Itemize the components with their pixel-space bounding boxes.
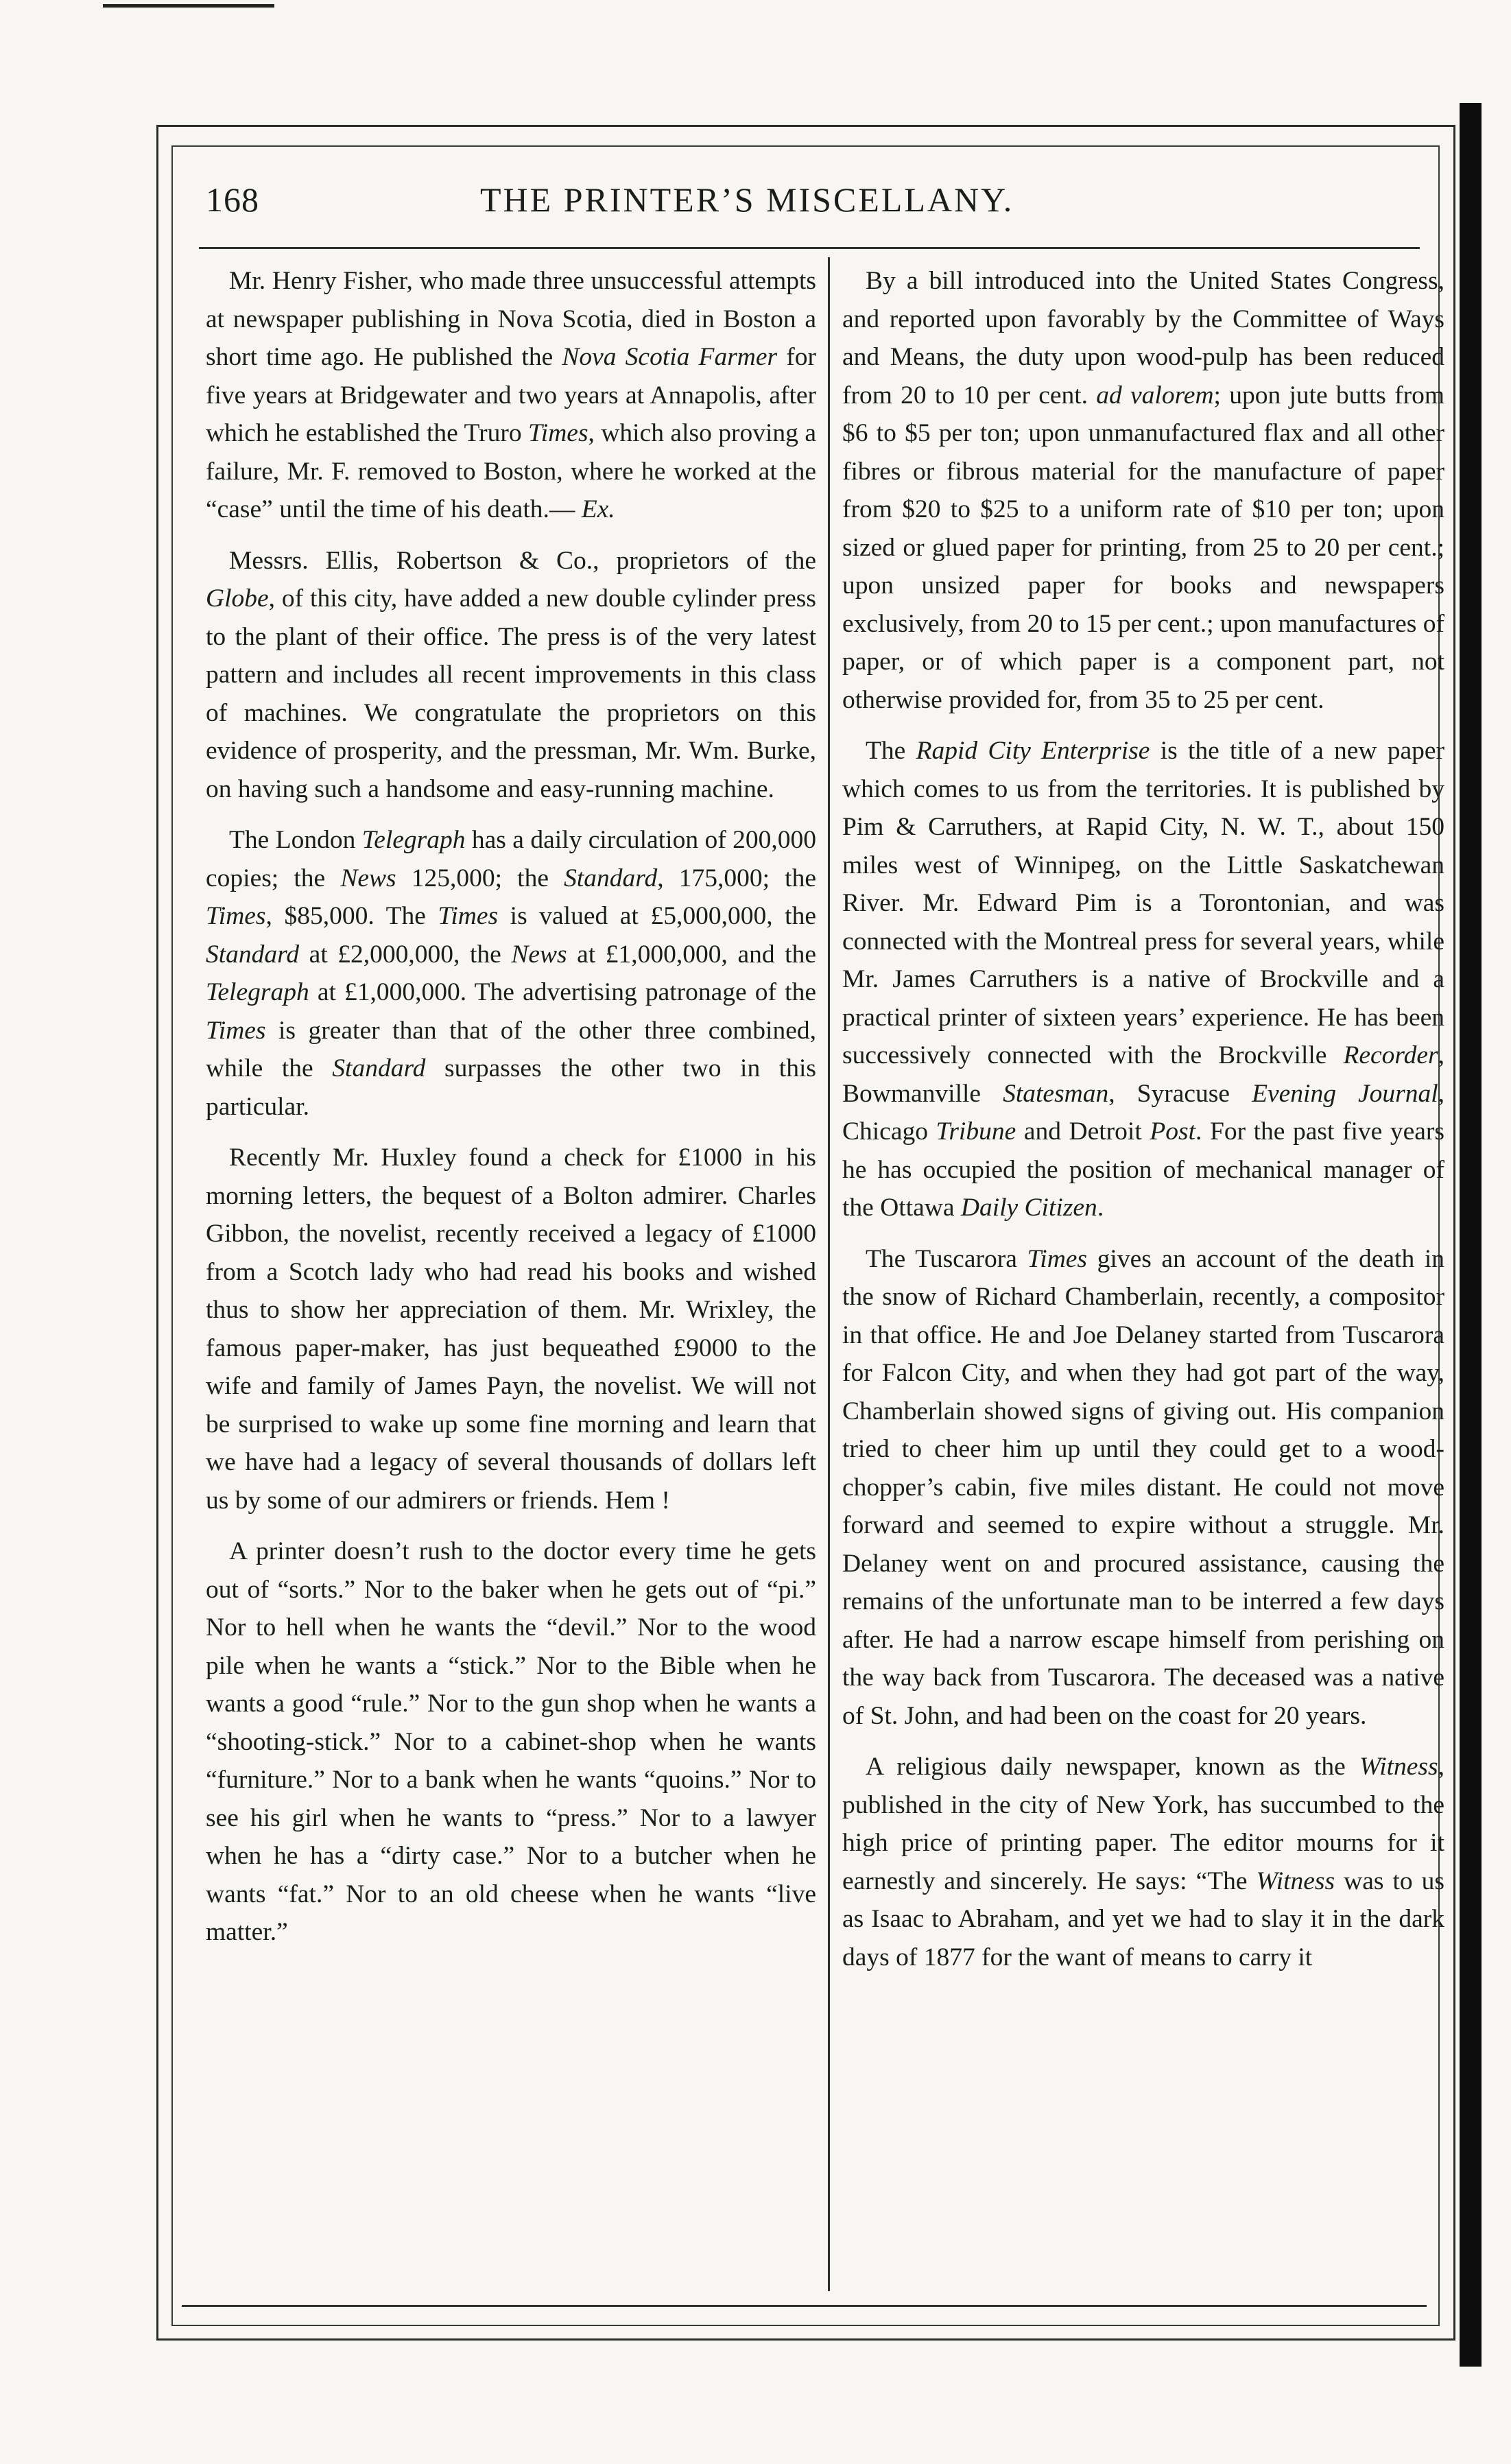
italic-title: Standard: [564, 864, 658, 892]
text-run: Messrs. Ellis, Robertson & Co., proprietors of the: [229, 546, 816, 575]
text-run: A religious daily newspaper, known as the: [866, 1753, 1360, 1781]
binding-edge-shadow: [1460, 103, 1482, 2367]
text-run: A printer doesn’t rush to the doctor every time he gets out of “sorts.” Nor to the baker when he gets out of “pi.” Nor to hell when he wants the “devil.” Nor to the wood pile when he wants a “stick.” Nor to the Bible when he wants a good “rule.” Nor to the gun shop when he wants a “shooting-stick.” Nor to a cabinet-shop when he wants “furniture.” Nor to a bank when he wants “quoins.” Nor to see his girl when he wants to “press.” Nor to a lawyer when he has a “dirty case.” Nor to a butcher when he wants “fat.” Nor to an old cheese when he wants “live matter.”: [206, 1537, 816, 1946]
italic-title: Telegraph: [361, 826, 466, 854]
top-edge-mark: [103, 4, 274, 8]
text-run: Mr. Henry Fisher, who made three unsuccessful attempts at newspaper publishing in Nova Scotia, died in Boston a short time ago. He published the: [206, 267, 816, 371]
text-run: , 175,000; the: [657, 864, 816, 892]
text-run: has a daily circulation of 200,000 copies; the: [206, 826, 816, 892]
text-run: , of this city, have added a new double cylinder press to the plant of their office. The press is of the very latest pattern and includes all recent improvements in this class of machines. We congratulate the proprietors on this evidence of prosperity, and the pressman, Mr. Wm. Burke, on having such a handsome and easy-running machine.: [206, 584, 816, 803]
italic-title: Times: [206, 1016, 266, 1045]
article-paragraph-witness: [842, 1748, 1444, 1976]
text-run: surpasses the other two in this particular.: [206, 1054, 816, 1121]
italic-title: Standard: [206, 940, 300, 969]
article-paragraph-tariff-bill: [842, 262, 1444, 719]
article-paragraph-fisher: [206, 262, 816, 529]
italic-title: Telegraph: [206, 978, 309, 1006]
text-run: , Syracuse: [1108, 1079, 1252, 1108]
article-paragraph-rapid-city: [842, 732, 1444, 1227]
italic-title: Times: [1027, 1244, 1088, 1273]
italic-title: News: [340, 864, 396, 892]
text-run: ; upon jute butts from $6 to $5 per ton; upon unmanufactured flax and all other fibres or fibrous material for the manufacture of paper from $20 to $25 to a uniform rate of $10 per ton; upon sized or glued paper for printing, from 25 to 20 per cent.; upon unsized paper for books and newspapers exclusively, from 20 to 15 per cent.; upon manufactures of paper, or of which paper is a component part, not otherwise provided for, from 35 to 25 per cent.: [842, 381, 1445, 714]
page-number: 168: [206, 180, 259, 219]
text-run: 125,000; the: [396, 864, 564, 892]
bottom-rule: [182, 2305, 1427, 2307]
text-run: and Detroit: [1016, 1117, 1150, 1146]
text-run: The: [866, 737, 916, 765]
text-run: was to us as Isaac to Abraham, and yet we had to slay it in the dark days of 1877 for the want of means to carry it: [842, 1867, 1444, 1971]
text-run: at £1,000,000. The advertising patronage of the: [309, 978, 816, 1006]
column-divider: [828, 257, 830, 2291]
article-paragraph-printer-jokes: [206, 1532, 816, 1952]
text-run: The London: [229, 826, 362, 854]
right-column: [842, 262, 1444, 1989]
italic-title: Globe: [206, 584, 269, 613]
article-paragraph-london-papers: [206, 821, 816, 1126]
italic-title: News: [511, 940, 567, 969]
text-run: is greater than that of the other three combined, while the: [206, 1016, 816, 1082]
text-run: Recently Mr. Huxley found a check for £1000 in his morning letters, the bequest of a Bolton admirer. Charles Gibbon, the novelist, recently received a legacy of £1000 from a Scotch lady who had read his books and wished thus to show her appreciation of them. Mr. Wrixley, the famous paper-maker, has just bequeathed £9000 to the wife and family of James Payn, the novelist. We will not be surprised to wake up some fine morning and learn that we have had a legacy of several thousands of dollars left us by some of our admirers or friends. Hem !: [206, 1144, 816, 1515]
italic-title: Evening Journal: [1252, 1079, 1438, 1108]
text-run: , $85,000. The: [265, 902, 438, 930]
text-run: . For the past five years he has occupied the position of mechanical manager of the Ottawa: [842, 1117, 1444, 1222]
text-run: at £2,000,000, the: [299, 940, 512, 969]
italic-title: Daily Citizen: [960, 1194, 1097, 1222]
italic-title: Times: [528, 419, 588, 447]
text-run: The Tuscarora: [866, 1244, 1027, 1273]
italic-title: Post: [1150, 1117, 1196, 1146]
text-run: gives an account of the death in the snow of Richard Chamberlain, recently, a compositor in that office. He and Joe Delaney started from Tuscarora for Falcon City, and when they had got part of the way, Chamberlain showed signs of giving out. His companion tried to cheer him up until they could get to a wood-chopper’s cabin, five miles distant. He could not move forward and seemed to expire without a struggle. Mr. Delaney went on and procured assistance, causing the remains of the unfortunate man to be interred a few days after. He had a narrow escape himself from perishing on the way back from Tuscarora. The deceased was a native of St. John, and had been on the coast for 20 years.: [842, 1244, 1444, 1730]
italic-title: Ex.: [581, 495, 615, 523]
article-paragraph-huxley: [206, 1139, 816, 1519]
running-title: THE PRINTER’S MISCELLANY.: [480, 180, 1014, 219]
italic-title: Tribune: [936, 1117, 1016, 1146]
text-run: at £1,000,000, and the: [567, 940, 816, 969]
text-run: for five years at Bridgewater and two years at Annapolis, after which he established the Truro: [206, 343, 816, 447]
text-run: , Bowmanville: [842, 1041, 1444, 1108]
italic-title: Witness: [1256, 1867, 1335, 1895]
text-run: , Chicago: [842, 1079, 1445, 1146]
left-column: [206, 262, 816, 1965]
text-run: By a bill introduced into the United States Congress, and reported upon favorably by the Committee of Ways and Means, the duty upon wood-pulp has been reduced from 20 to 10 per cent.: [842, 267, 1444, 410]
text-run: , which also proving a failure, Mr. F. removed to Boston, where he worked at the “case” until the time of his death.—: [206, 419, 816, 523]
italic-title: Standard: [332, 1054, 426, 1082]
italic-title: Times: [438, 902, 499, 930]
text-run: .: [1097, 1194, 1104, 1222]
italic-title: Rapid City Enterprise: [916, 737, 1150, 765]
article-paragraph-tuscarora: [842, 1240, 1444, 1736]
italic-title: Witness: [1359, 1753, 1438, 1781]
header-rule: [199, 247, 1420, 249]
italic-title: Recorder: [1343, 1041, 1438, 1069]
text-run: , published in the city of New York, has succumbed to the high price of printing paper. The editor mourns for it earnestly and sincerely. He says: “The: [842, 1753, 1444, 1895]
text-run: is valued at £5,000,000, the: [498, 902, 816, 930]
italic-title: Times: [206, 902, 266, 930]
italic-title: ad valorem: [1096, 381, 1214, 410]
text-run: is the title of a new paper which comes to us from the territories. It is published by Pim & Carruthers, at Rapid City, N. W. T., about 150 miles west of Winnipeg, on the Little Saskatchewan River. Mr. Edward Pim is a Torontonian, and was connected with the Montreal press for several years, while Mr. James Carruthers is a native of Brockville and a practical printer of sixteen years’ experience. He has been successively connected with the Brockville: [842, 737, 1444, 1069]
italic-title: Nova Scotia Farmer: [562, 343, 778, 371]
italic-title: Statesman: [1003, 1079, 1109, 1108]
article-paragraph-globe-press: [206, 542, 816, 809]
